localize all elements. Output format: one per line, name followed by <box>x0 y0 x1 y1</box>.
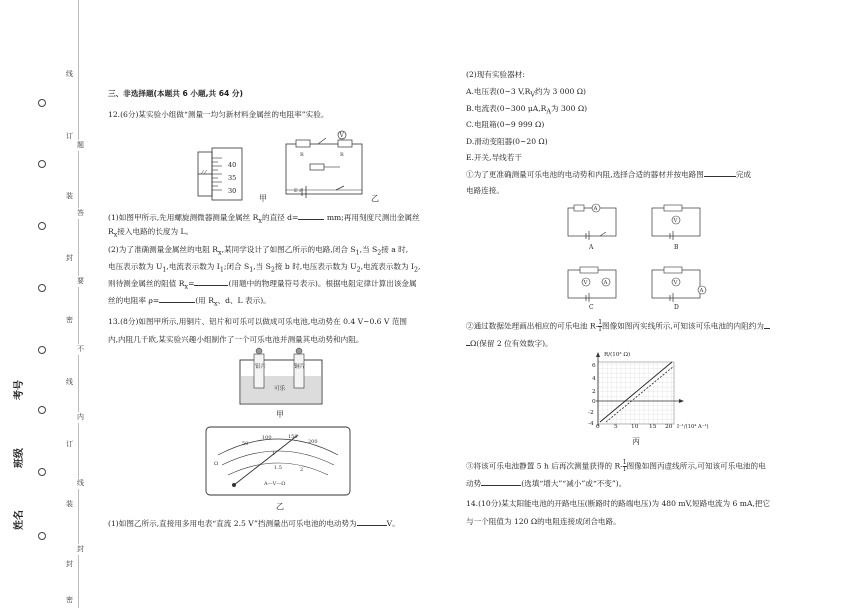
binding-char: 封 <box>77 545 84 553</box>
option-label: B <box>674 244 679 251</box>
svg-text:A—V—Ω: A—V—Ω <box>264 481 286 487</box>
binding-char: 密 <box>66 596 73 604</box>
graph-y-label: R/(10³ Ω) <box>604 352 631 358</box>
q13-part1: (1)如图乙所示,直接用多用电表“直流 2.5 V”挡测量出可乐电池的电动势为 V。 <box>108 519 400 528</box>
cola-battery-figure <box>234 346 330 406</box>
answer-blank[interactable] <box>764 328 770 329</box>
binding-char: 装 <box>66 500 73 508</box>
graph-x-tick: 20 <box>665 424 673 430</box>
graph-x-tick: 0 <box>596 424 600 430</box>
option-label: C <box>589 304 594 311</box>
q12-part2-line3: 则待测金属丝的阻值 $R_x=$ (用题中的物理量符号表示)。根据电阻定律计算出该金属 <box>108 279 417 291</box>
figure-label: 乙 <box>276 502 284 511</box>
fraction-1-over-i: $\frac{1}{I}$ <box>598 319 603 333</box>
binding-char: 要 <box>77 277 84 285</box>
binding-char: 装 <box>66 192 73 200</box>
svg-text:1.5: 1.5 <box>274 465 282 471</box>
part3-line1: ③将该可乐电池静置 5 h 后再次测量获得的 R- $\frac{1}{I}$ 图像如图丙虚线所示,可知该可乐电池的电 <box>466 459 766 473</box>
q12-part1-line2: $R_x$接入电路的长度为 L。 <box>108 227 194 239</box>
copper-label: 铜片 <box>294 364 306 370</box>
fraction-1-over-i: $\frac{1}{I}$ <box>622 459 627 473</box>
q12-part2-line1: (2)为了准确测量金属丝的电阻 $R_x$,某同学设计了如图乙所示的电路,闭合 $S_1$,当 $S_2$接 a 时, <box>108 245 409 257</box>
svg-text:2: 2 <box>300 467 304 473</box>
graph-y-tick: 6 <box>592 363 596 369</box>
svg-text:150: 150 <box>288 434 298 440</box>
circuit-option-d <box>650 262 708 302</box>
circuit-option-b <box>650 200 702 240</box>
svg-text:V: V <box>583 280 588 286</box>
figure-label: 甲 <box>276 410 284 419</box>
svg-text:1: 1 <box>272 451 276 457</box>
q12-stem: 12.(6分)某实验小组做“测量一均匀新材料金属丝的电阻率”实验。 <box>108 110 329 119</box>
binding-char: 不 <box>77 345 84 353</box>
svg-text:R: R <box>300 152 304 158</box>
graph-x-tick: 10 <box>631 424 639 430</box>
graph-y-tick: 4 <box>592 376 596 382</box>
binding-margin <box>0 0 84 608</box>
graph-y-tick: -4 <box>588 421 594 427</box>
figure-label: 乙 <box>371 194 379 203</box>
name-label: 姓名 <box>14 510 25 530</box>
graph-x-tick: 5 <box>614 424 618 430</box>
graph-x-tick: 15 <box>649 424 657 430</box>
graph-y-tick: -2 <box>588 410 594 416</box>
svg-text:A: A <box>699 288 704 294</box>
svg-text:100: 100 <box>262 435 272 441</box>
answer-blank[interactable] <box>357 525 387 526</box>
class-label: 班级 <box>14 448 25 468</box>
svg-text:R: R <box>340 152 344 158</box>
svg-text:E r: E r <box>294 188 302 194</box>
svg-text:V: V <box>339 132 344 139</box>
micrometer-tick: 30 <box>228 187 237 195</box>
material-b: B.电流表(0~300 $\mu A,R_A$为 300 Ω) <box>466 104 588 116</box>
materials-heading: (2)现有实验器材: <box>466 70 525 79</box>
cola-label: 可乐 <box>274 386 286 392</box>
part1-line1: ①为了更准确测量可乐电池的电动势和内阻,选择合适的器材并按电路图 完成 <box>466 170 752 179</box>
binding-char: 订 <box>66 440 73 448</box>
binding-hole <box>38 160 46 168</box>
answer-blank[interactable] <box>194 285 228 286</box>
svg-text:Ω: Ω <box>214 461 219 467</box>
micrometer-tick: 35 <box>228 174 237 182</box>
binding-hole <box>38 468 46 476</box>
option-label: A <box>589 244 594 251</box>
q12-part2-line2: 电压表示数为 $U_1$,电流表示数为 $I_1$;闭合 $S_1$,当 $S_2$接 b 时,电压表示数为 $U_2$,电流表示数为 $I_2$, <box>108 262 421 274</box>
part2-line2: Ω(保留 2 位有效数字)。 <box>466 339 553 348</box>
r-vs-inverse-i-graph <box>584 350 688 434</box>
q12-part1-line1: (1)如图甲所示,先用螺旋测微器测量金属丝 $R_x$的直径 d= mm;再用刻度尺测出金属丝 <box>108 213 420 225</box>
binding-char: 线 <box>66 378 73 386</box>
part1-line2: 电路连接。 <box>466 186 504 195</box>
figure-label: 甲 <box>259 194 267 203</box>
svg-text:50: 50 <box>242 441 249 447</box>
graph-y-tick: 2 <box>592 389 596 395</box>
svg-text:200: 200 <box>308 439 318 445</box>
circuit-option-a <box>566 200 618 240</box>
circuit-option-c <box>566 262 618 302</box>
binding-hole <box>38 532 46 540</box>
option-label: D <box>674 304 679 311</box>
binding-hole <box>38 99 46 107</box>
svg-text:V: V <box>673 218 678 224</box>
material-a: A.电压表(0~3 $V,R_V$约为 3 000 Ω) <box>466 87 586 99</box>
binding-char: 封 <box>66 560 73 568</box>
graph-y-tick: 0 <box>592 399 596 405</box>
part3-line2: 动势 (选填“增大”“减小”或“不变”)。 <box>466 479 627 488</box>
aluminum-label: 铝片 <box>255 364 267 370</box>
q13-stem-line2: 内,内阻几千欧,某实验兴趣小组制作了一个可乐电池并测量其电动势和内阻。 <box>108 335 364 344</box>
circuit-figure <box>280 126 370 202</box>
binding-char: 答 <box>77 209 84 217</box>
q14-line2: 与一个阻值为 120 Ω的电阻连接成闭合电路。 <box>466 517 621 526</box>
answer-blank[interactable] <box>298 219 324 220</box>
binding-hole <box>38 222 46 230</box>
binding-char: 密 <box>66 316 73 324</box>
binding-char: 题 <box>77 141 84 149</box>
binding-char: 线 <box>77 479 84 487</box>
graph-caption: 丙 <box>632 437 640 446</box>
q14-line1: 14.(10分)某太阳能电池的开路电压(断路时的路端电压)为 480 mV,短路电流为 6 mA,把它 <box>466 499 771 508</box>
material-e: E.开关,导线若干 <box>466 153 522 162</box>
part2-line1: ②通过数据处理画出相应的可乐电池 R- $\frac{1}{I}$ 图像如图丙实线所示,可知该可乐电池的内阻约为 <box>466 320 770 333</box>
student-id-label: 考号 <box>14 380 25 400</box>
binding-char: 封 <box>66 254 73 262</box>
answer-blank[interactable] <box>159 302 195 303</box>
binding-hole <box>38 346 46 354</box>
q12-part2-line4: 丝的电阻率 ρ= (用 $R_x$、d、L 表示)。 <box>108 296 271 308</box>
material-d: D.滑动变阻器(0~20 Ω) <box>466 137 548 146</box>
fold-line <box>78 0 79 608</box>
q13-stem-line1: 13.(8分)如图甲所示,用铜片、铝片和可乐可以做成可乐电池,电动势在 0.4 V~0.6 V 范围 <box>108 317 408 326</box>
svg-text:A: A <box>603 280 608 286</box>
micrometer-tick: 40 <box>228 161 237 169</box>
multimeter-figure <box>204 425 352 497</box>
material-c: C.电阻箱(0~9 999 Ω) <box>466 120 545 129</box>
answer-blank[interactable] <box>481 485 521 486</box>
binding-hole <box>38 406 46 414</box>
graph-x-label: I⁻¹/(10⁴ A⁻¹) <box>677 424 709 430</box>
binding-hole <box>38 284 46 292</box>
binding-char: 订 <box>66 132 73 140</box>
binding-char: 内 <box>77 413 84 421</box>
binding-char: 线 <box>66 70 73 78</box>
section-title: 三、非选择题(本题共 6 小题,共 64 分) <box>108 89 243 98</box>
svg-text:V: V <box>673 280 678 286</box>
svg-text:A: A <box>593 206 598 212</box>
answer-blank[interactable] <box>704 176 736 177</box>
